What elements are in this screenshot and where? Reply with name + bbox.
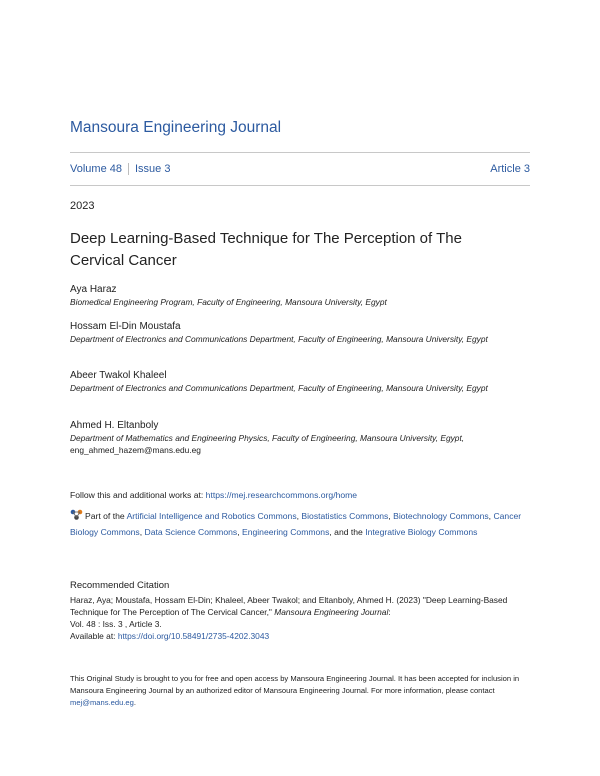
- author-email: eng_ahmed_hazem@mans.edu.eg: [70, 445, 201, 455]
- divider: [128, 163, 129, 175]
- home-link[interactable]: https://mej.researchcommons.org/home: [205, 490, 358, 500]
- commons-link[interactable]: Cancer Biology Commons: [70, 511, 522, 537]
- separator: ,: [237, 527, 242, 537]
- notice-text: This Original Study is brought to you for free and open access by Mansoura Engineering Journal. It has been accepted for inclusion in Mansoura Engineering Journal by an authorized editor of Mansoura Engineering Journal. For more information, please contact: [70, 674, 520, 695]
- commons-link[interactable]: Engineering Commons: [241, 527, 330, 537]
- separator: ,: [388, 511, 394, 521]
- author-block: [70, 283, 530, 308]
- network-icon: [70, 509, 83, 520]
- commons-link[interactable]: Integrative Biology Commons: [365, 527, 478, 537]
- author-name: Ahmed H. Eltanboly: [70, 420, 159, 431]
- citation-text: [70, 594, 530, 642]
- available-at-label: Available at:: [70, 631, 118, 641]
- author-block: [70, 419, 530, 456]
- commons-list: [70, 508, 530, 540]
- journal-title-link[interactable]: Mansoura Engineering Journal: [70, 119, 282, 136]
- author-name: Hossam El-Din Moustafa: [70, 321, 181, 332]
- article-link[interactable]: Article 3: [490, 163, 530, 175]
- access-notice: [70, 673, 530, 709]
- commons-prefix: Part of the: [85, 511, 127, 521]
- citation-journal: Mansoura Engineering Journal: [274, 607, 389, 617]
- follow-text: Follow this and additional works at:: [70, 490, 206, 500]
- commons-link[interactable]: Biotechnology Commons: [393, 511, 489, 521]
- separator: ,: [139, 527, 145, 537]
- contact-email-link[interactable]: mej@mans.edu.eg: [70, 698, 134, 707]
- author-affiliation: Department of Mathematics and Engineering Physics, Faculty of Engineering, Mansoura University, Egypt,: [70, 433, 465, 443]
- doi-link[interactable]: https://doi.org/10.58491/2735-4202.3043: [117, 631, 270, 641]
- author-block: [70, 320, 530, 345]
- author-name: Aya Haraz: [70, 284, 117, 295]
- author-name: Abeer Twakol Khaleel: [70, 370, 167, 381]
- divider: [70, 185, 530, 186]
- volume-link[interactable]: Volume 48: [70, 163, 122, 175]
- separator: , and the: [329, 527, 366, 537]
- divider: [70, 152, 530, 153]
- commons-link[interactable]: Data Science Commons: [144, 527, 238, 537]
- paper-title: Deep Learning-Based Technique for The Perception of The Cervical Cancer: [70, 230, 462, 269]
- author-affiliation: Department of Electronics and Communications Department, Faculty of Engineering, Mansoura University, Egypt: [70, 334, 488, 344]
- publication-year: 2023: [70, 200, 95, 212]
- separator: ,: [296, 511, 302, 521]
- follow-line: [70, 490, 357, 500]
- issue-link[interactable]: Issue 3: [134, 163, 171, 175]
- author-affiliation: Department of Electronics and Communications Department, Faculty of Engineering, Mansoura University, Egypt: [70, 383, 488, 393]
- author-block: [70, 369, 530, 394]
- author-affiliation: Biomedical Engineering Program, Faculty of Engineering, Mansoura University, Egypt: [70, 297, 387, 307]
- citation-authors: Haraz, Aya; Moustafa, Hossam El-Din; Khaleel, Abeer Twakol; and Eltanboly, Ahmed H. (2023) "Deep Learning-Based Technique for The Perception of The Cervical Cancer,": [70, 595, 508, 617]
- commons-link[interactable]: Biostatistics Commons: [301, 511, 389, 521]
- issue-row: [70, 163, 530, 175]
- citation-punct: :: [388, 607, 391, 617]
- notice-end: .: [133, 698, 136, 707]
- citation-heading: Recommended Citation: [70, 580, 170, 591]
- commons-link[interactable]: Artificial Intelligence and Robotics Commons: [126, 511, 297, 521]
- separator: ,: [488, 511, 494, 521]
- citation-volume: Vol. 48 : Iss. 3 , Article 3.: [70, 619, 162, 629]
